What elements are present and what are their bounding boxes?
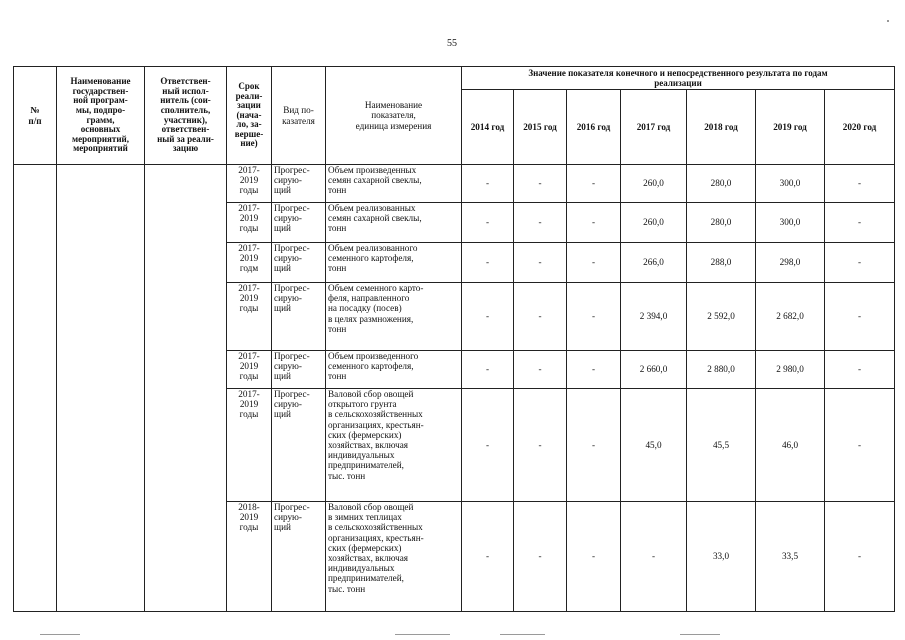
type-cell: Прогрес- сирую- щий <box>272 283 326 351</box>
value-cell: 33,5 <box>756 502 825 612</box>
value-cell: 33,0 <box>687 502 756 612</box>
scan-speck <box>887 20 889 22</box>
header-year: 2020 год <box>825 90 895 165</box>
period-cell: 2017- 2019 годм <box>227 243 272 283</box>
period-cell: 2017- 2019 годы <box>227 165 272 203</box>
period-cell: 2017- 2019 годы <box>227 283 272 351</box>
indicator-cell: Объем произведенного семенного картофеля, тонн <box>326 351 462 389</box>
scan-mark <box>500 634 545 635</box>
scan-mark <box>40 634 80 635</box>
value-cell: 2 394,0 <box>621 283 687 351</box>
period-cell: 2018- 2019 годы <box>227 502 272 612</box>
value-cell: - <box>825 243 895 283</box>
value-cell: - <box>825 351 895 389</box>
value-cell: - <box>514 351 567 389</box>
value-cell: - <box>462 243 514 283</box>
header-year: 2018 год <box>687 90 756 165</box>
header-values-group: Значение показателя конечного и непосредственного результата по годам реализации <box>462 67 895 90</box>
type-cell: Прогрес- сирую- щий <box>272 502 326 612</box>
responsible-cell <box>145 165 227 612</box>
value-cell: 46,0 <box>756 389 825 502</box>
value-cell: - <box>567 283 621 351</box>
value-cell: - <box>462 283 514 351</box>
indicators-table <box>13 66 895 612</box>
value-cell: - <box>567 165 621 203</box>
value-cell: - <box>825 165 895 203</box>
type-cell: Прогрес- сирую- щий <box>272 389 326 502</box>
value-cell: 280,0 <box>687 203 756 243</box>
value-cell: - <box>567 203 621 243</box>
header-type: Вид по- казателя <box>272 67 326 165</box>
value-cell: - <box>825 283 895 351</box>
header-program: Наименование государствен- ной програм- мы, подпро- грамм, основных мероприятий, мероприятий <box>57 67 145 165</box>
header-period: Срок реали- зации (нача- ло, за- верше- ние) <box>227 67 272 165</box>
period-cell: 2017- 2019 годы <box>227 389 272 502</box>
value-cell: 2 880,0 <box>687 351 756 389</box>
value-cell: 260,0 <box>621 165 687 203</box>
type-cell: Прогрес- сирую- щий <box>272 243 326 283</box>
value-cell: - <box>825 203 895 243</box>
scan-mark <box>680 634 720 635</box>
value-cell: - <box>825 389 895 502</box>
value-cell: 280,0 <box>687 165 756 203</box>
value-cell: 2 682,0 <box>756 283 825 351</box>
header-year: 2015 год <box>514 90 567 165</box>
header-responsible: Ответствен- ный испол- нитель (сои- сполнитель, участник), ответствен- ный за реали- зацию <box>145 67 227 165</box>
value-cell: - <box>514 243 567 283</box>
scan-mark <box>395 634 450 635</box>
indicator-cell: Объем семенного карто- феля, направленного на посадку (посев) в целях размножения, тонн <box>326 283 462 351</box>
value-cell: - <box>514 389 567 502</box>
indicator-cell: Объем произведенных семян сахарной свеклы, тонн <box>326 165 462 203</box>
type-cell: Прогрес- сирую- щий <box>272 351 326 389</box>
header-num: № п/п <box>14 67 57 165</box>
value-cell: - <box>621 502 687 612</box>
period-cell: 2017- 2019 годы <box>227 203 272 243</box>
indicator-cell: Валовой сбор овощей открытого грунта в сельскохозяйственных организациях, крестьян- ских (фермерских) хозяйствах, включая индивидуальных предпринимателей, тыс. тонн <box>326 389 462 502</box>
value-cell: 288,0 <box>687 243 756 283</box>
value-cell: - <box>462 203 514 243</box>
value-cell: - <box>462 165 514 203</box>
page-number: 55 <box>447 38 457 49</box>
value-cell: - <box>462 502 514 612</box>
indicator-cell: Объем реализованных семян сахарной свеклы, тонн <box>326 203 462 243</box>
header-indicator: Наименование показателя, единица измерения <box>326 67 462 165</box>
value-cell: - <box>514 203 567 243</box>
value-cell: 2 592,0 <box>687 283 756 351</box>
value-cell: - <box>514 502 567 612</box>
value-cell: - <box>567 502 621 612</box>
header-year: 2017 год <box>621 90 687 165</box>
value-cell: - <box>462 351 514 389</box>
indicator-cell: Объем реализованного семенного картофеля, тонн <box>326 243 462 283</box>
value-cell: 298,0 <box>756 243 825 283</box>
type-cell: Прогрес- сирую- щий <box>272 203 326 243</box>
value-cell: 2 980,0 <box>756 351 825 389</box>
value-cell: 2 660,0 <box>621 351 687 389</box>
value-cell: - <box>462 389 514 502</box>
value-cell: - <box>567 389 621 502</box>
value-cell: - <box>825 502 895 612</box>
program-cell <box>57 165 145 612</box>
value-cell: - <box>514 165 567 203</box>
header-year: 2014 год <box>462 90 514 165</box>
table-row <box>14 165 895 203</box>
type-cell: Прогрес- сирую- щий <box>272 165 326 203</box>
num-cell <box>14 165 57 612</box>
value-cell: 260,0 <box>621 203 687 243</box>
value-cell: 45,0 <box>621 389 687 502</box>
value-cell: - <box>567 351 621 389</box>
value-cell: 45,5 <box>687 389 756 502</box>
period-cell: 2017- 2019 годы <box>227 351 272 389</box>
value-cell: 266,0 <box>621 243 687 283</box>
value-cell: - <box>567 243 621 283</box>
header-year: 2019 год <box>756 90 825 165</box>
header-year: 2016 год <box>567 90 621 165</box>
indicator-cell: Валовой сбор овощей в зимних теплицах в сельскохозяйственных организациях, крестьян- ских (фермерских) хозяйствах, включая индивидуальных предпринимателей, тыс. тонн <box>326 502 462 612</box>
value-cell: - <box>514 283 567 351</box>
value-cell: 300,0 <box>756 165 825 203</box>
value-cell: 300,0 <box>756 203 825 243</box>
